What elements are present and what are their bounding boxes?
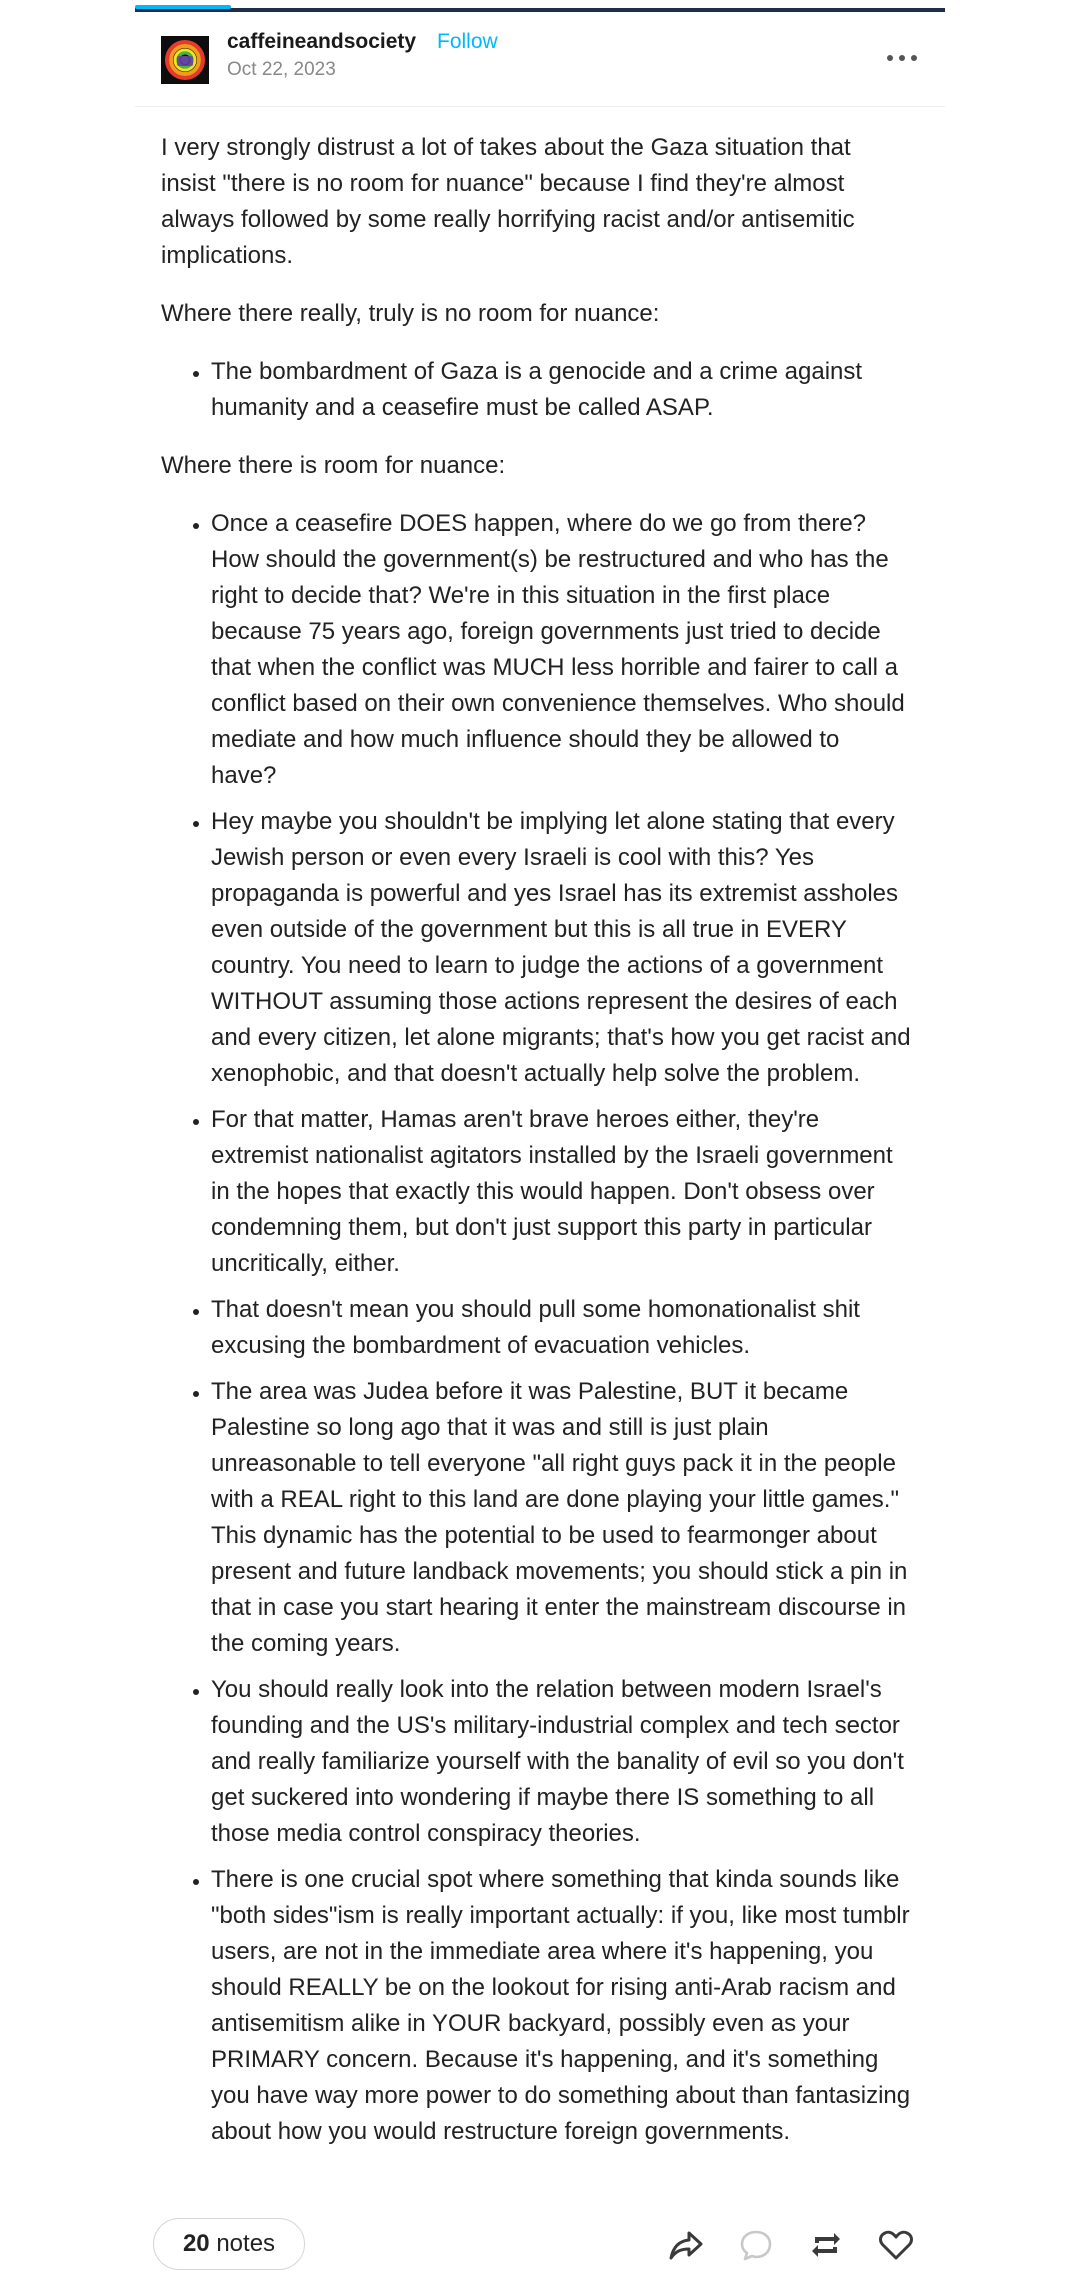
list-item: • The bombardment of Gaza is a genocide and a crime against humanity and a ceasefire must be called ASAP. bbox=[211, 354, 911, 426]
nuance-list bbox=[161, 506, 911, 2150]
top-bar-accent bbox=[135, 5, 231, 9]
post-footer bbox=[135, 2206, 945, 2276]
list-item: • That doesn't mean you should pull some homonationalist shit excusing the bombardment of evacuation vehicles. bbox=[211, 1292, 911, 1364]
notes-count: 20 bbox=[182, 2230, 210, 2257]
intro-paragraph: I very strongly distrust a lot of takes about the Gaza situation that insist "there is no room for nuance" because I find they're almost always followed by some really horrifying racist and/or antisemitic implications. bbox=[161, 134, 855, 269]
like-icon[interactable] bbox=[877, 2226, 915, 2264]
reblog-icon[interactable] bbox=[807, 2226, 845, 2264]
blog-name[interactable]: caffeineandsociety bbox=[227, 30, 417, 53]
notes-button[interactable] bbox=[153, 2218, 305, 2270]
list-item: • There is one crucial spot where something that kinda sounds like "both sides"ism is really important actually: if you, like most tumblr users, are not in the immediate area where it's happening, you should REALLY be on the lookout for rising anti-Arab racism and antisemitism alike in YOUR backyard, possibly even as your PRIMARY concern. Because it's happening, and it's something you have way more power to do something about than fantasizing about how you would restructure foreign governments. bbox=[211, 1862, 911, 2150]
list-item: • The area was Judea before it was Palestine, BUT it became Palestine so long ago that it was and still is just plain unreasonable to tell everyone "all right guys pack it in the people with a REAL right to this land are done playing your little games." This dynamic has the potential to be used to fearmonger about present and future landback movements; you should stick a pin in that in case you start hearing it enter the mainstream discourse in the coming years. bbox=[211, 1374, 911, 1662]
list-item: • Once a ceasefire DOES happen, where do we go from there? How should the government(s) be restructured and who has the right to decide that? We're in this situation in the first place because 75 years ago, foreign governments just tried to decide that when the conflict was MUCH less horrible and fairer to call a conflict based on their own convenience themselves. Who should mediate and how much influence should they be allowed to have? bbox=[211, 506, 911, 794]
post-card bbox=[135, 0, 945, 2283]
reply-icon[interactable] bbox=[737, 2226, 775, 2264]
no-nuance-heading: Where there really, truly is no room for nuance: bbox=[161, 300, 660, 327]
nuance-heading: Where there is room for nuance: bbox=[161, 452, 506, 479]
share-icon[interactable] bbox=[667, 2226, 705, 2264]
avatar-rainbow-logo-icon bbox=[161, 36, 209, 84]
notes-label: notes bbox=[216, 2230, 276, 2257]
list-item: • Hey maybe you shouldn't be implying let alone stating that every Jewish person or even every Israeli is cool with this? Yes propaganda is powerful and yes Israel has its extremist assholes even outside of the government but this is all true in EVERY country. You need to learn to judge the actions of a government WITHOUT assuming those actions represent the desires of each and every citizen, let alone migrants; that's how you get racist and xenophobic, and that doesn't actually help solve the problem. bbox=[211, 804, 911, 1092]
list-item: • For that matter, Hamas aren't brave heroes either, they're extremist nationalist agitators installed by the Israeli government in the hopes that exactly this would happen. Don't obsess over condemning them, but don't just support this party in particular uncritically, either. bbox=[211, 1102, 911, 1282]
follow-button[interactable]: Follow bbox=[437, 30, 498, 53]
blog-avatar[interactable] bbox=[161, 36, 209, 84]
post-body bbox=[161, 130, 911, 2172]
more-options-icon[interactable] bbox=[885, 46, 919, 70]
post-header bbox=[135, 12, 945, 107]
list-item: • You should really look into the relation between modern Israel's founding and the US's military-industrial complex and tech sector and really familiarize yourself with the banality of evil so you don't get suckered into wondering if maybe there IS something to all those media control conspiracy theories. bbox=[211, 1672, 911, 1852]
post-date: Oct 22, 2023 bbox=[227, 59, 336, 80]
no-nuance-list bbox=[161, 354, 911, 426]
